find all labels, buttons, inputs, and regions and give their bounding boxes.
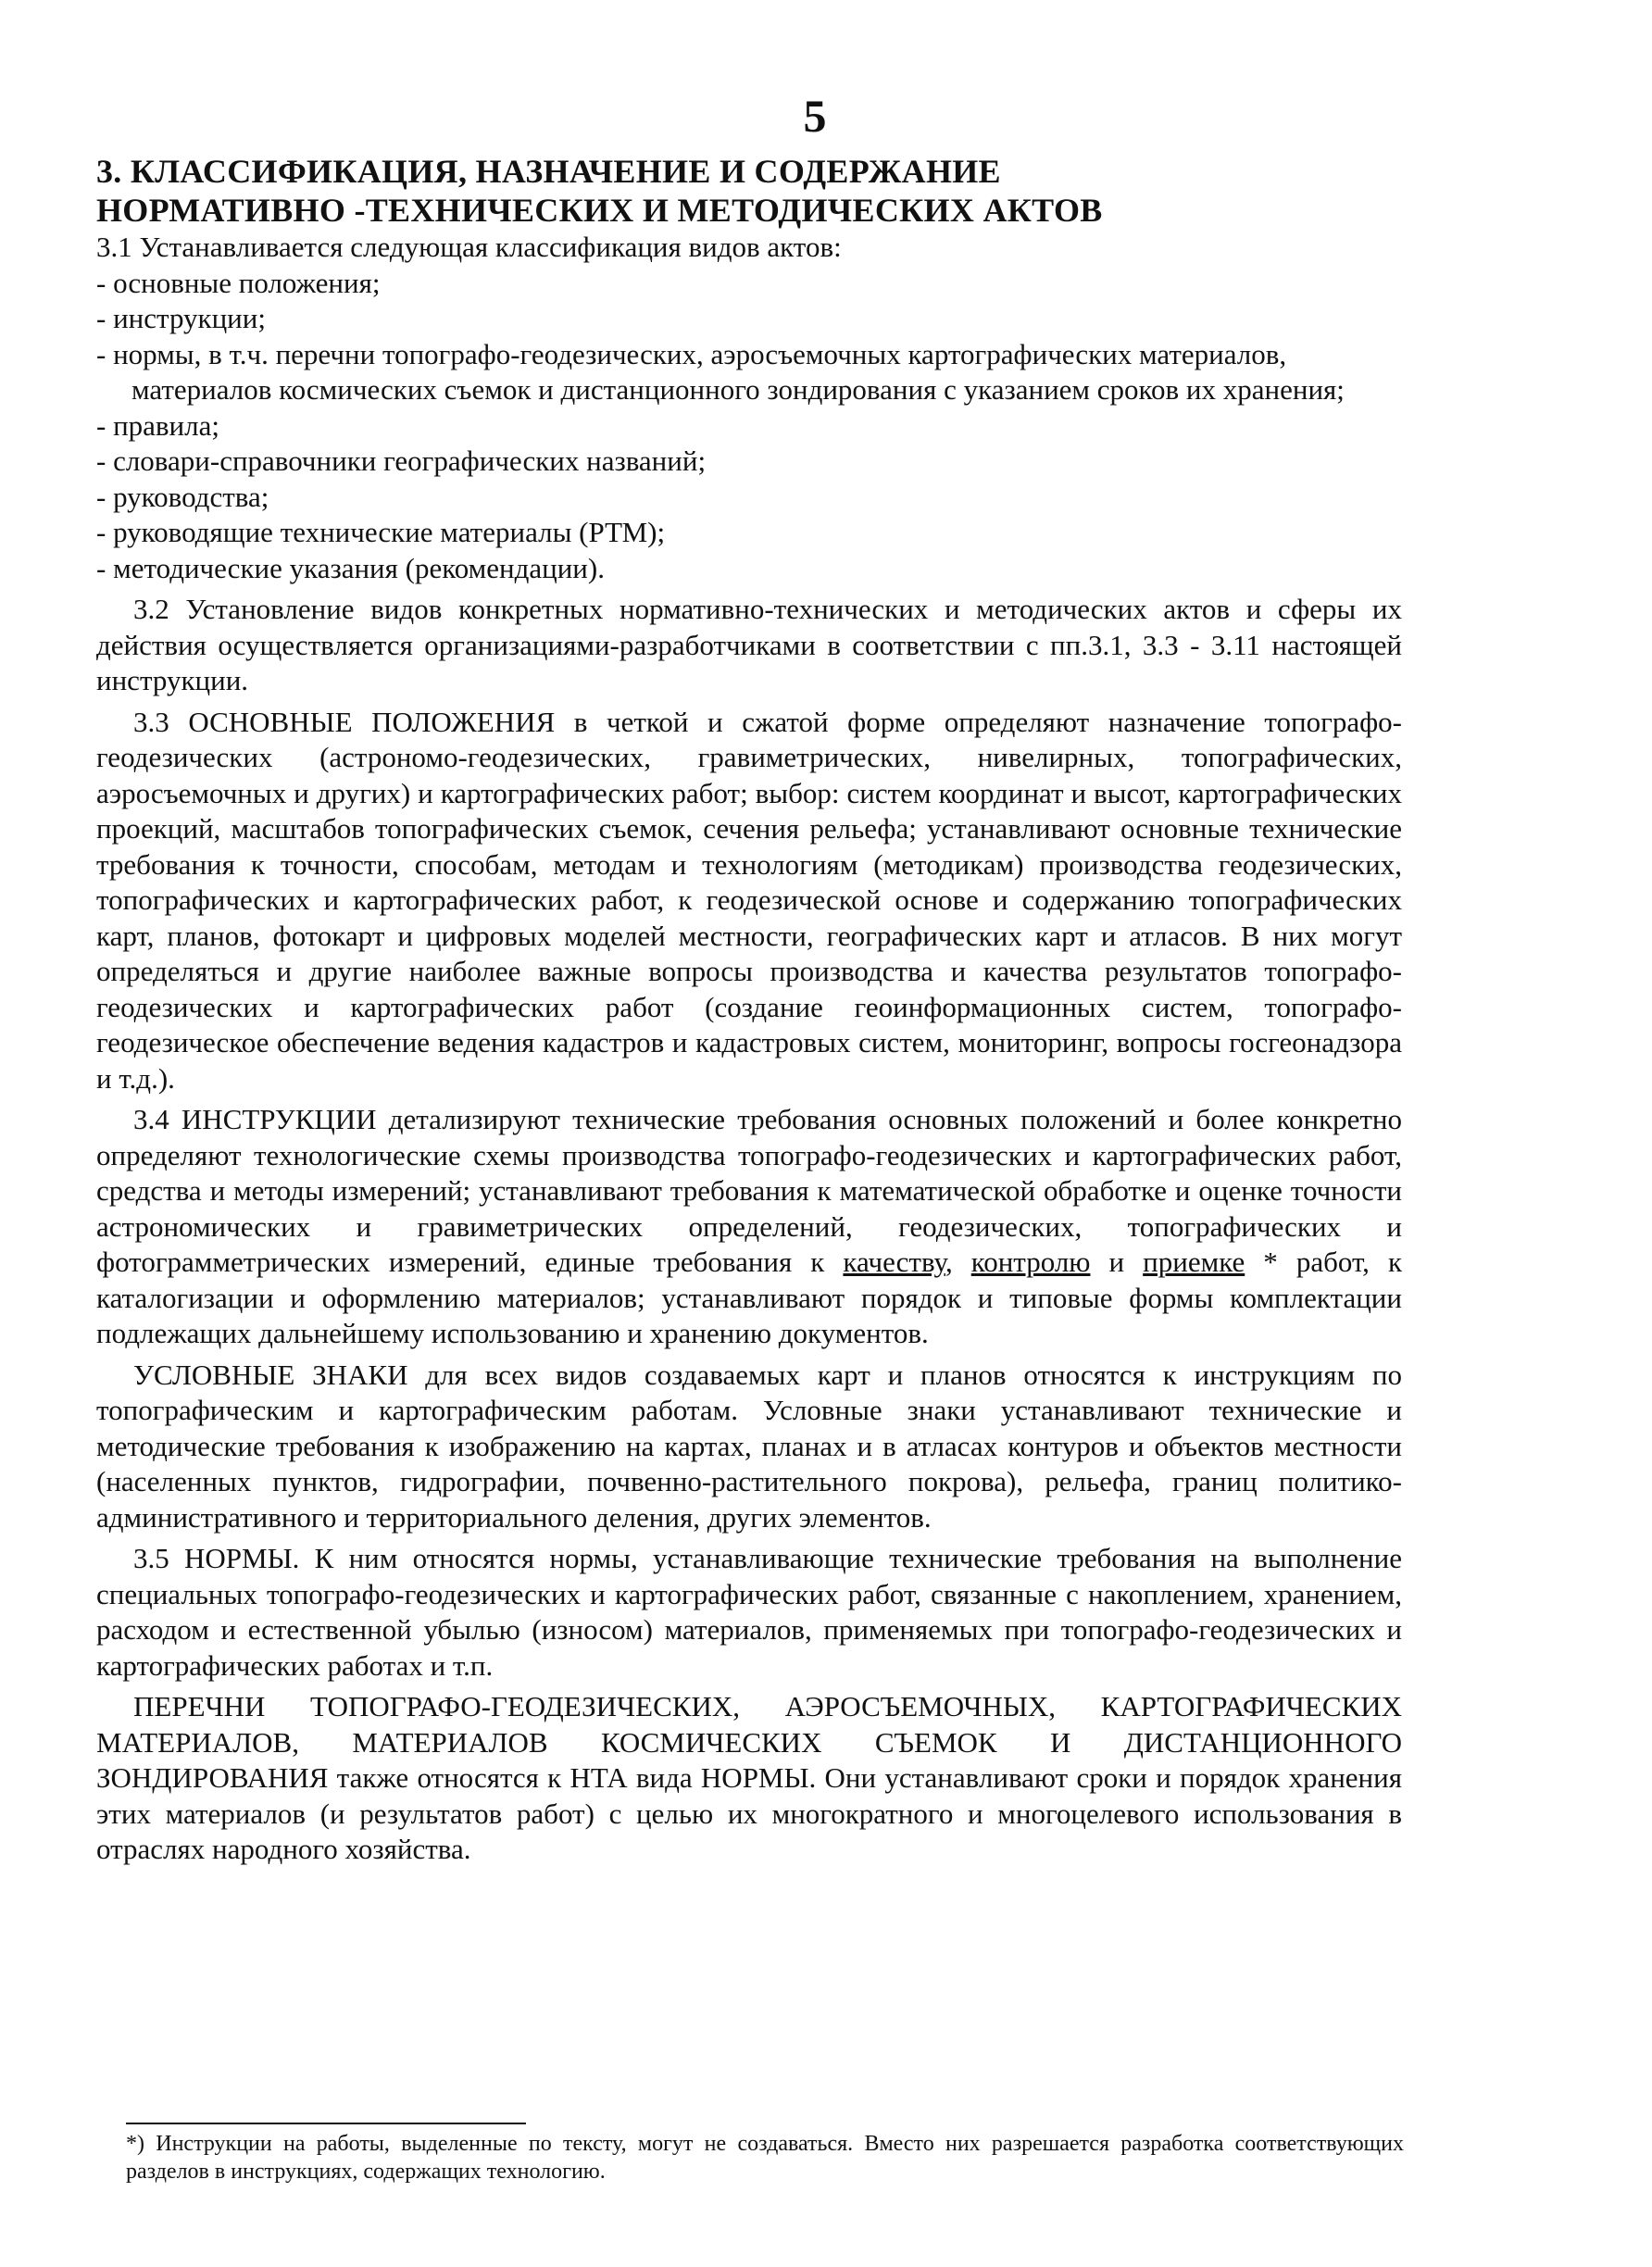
heading-line-1: 3. КЛАССИФИКАЦИЯ, НАЗНАЧЕНИЕ И СОДЕРЖАНИЕ — [96, 153, 1001, 190]
list-item: - методические указания (рекомендации). — [96, 551, 605, 584]
paragraph-3-2: 3.2 Установление видов конкретных нормативно-технических и методических актов и сферы их действия осуществляется организациями-разработчиками в соответствии с пп.3.1, 3.3 - 3.11 настоящей инструкции. — [96, 593, 1402, 696]
heading-line-2: НОРМАТИВНО -ТЕХНИЧЕСКИХ И МЕТОДИЧЕСКИХ АКТОВ — [96, 192, 1103, 229]
paragraph-3-4 — [96, 1102, 1402, 1352]
section-heading — [96, 152, 1402, 230]
paragraph-3-1-intro: 3.1 Устанавливается следующая классификация видов актов: — [96, 231, 842, 263]
paragraph-conventional-signs: УСЛОВНЫЕ ЗНАКИ для всех видов создаваемых карт и планов относятся к инструкциям по топографическим и картографическим работам. Условные знаки устанавливают технические и методические требования к изображению на картах, планах и в атласах контуров и объектов местности (населенных пунктов, гидрографии, почвенно-растительного покрова), рельефа, границ политико-административного и территориального деления, других элементов. — [96, 1358, 1402, 1534]
separator-2: и — [1090, 1246, 1144, 1278]
underlined-control: контролю — [970, 1246, 1091, 1278]
list-item: - правила; — [96, 408, 219, 442]
page-body — [96, 152, 1402, 1868]
page-number: 5 — [803, 90, 827, 142]
footnote: *) Инструкции на работы, выделенные по тексту, могут не создаваться. Вместо них разрешается разработка соответствующих разделов в инструкциях, содержащих технологию. — [126, 2132, 1404, 2184]
paragraph-3-4-part-2: * работ, к каталогизации и оформлению материалов; устанавливают порядок и типовые формы комплектации подлежащих дальнейшему использованию и хранению документов. — [96, 1246, 1403, 1349]
footnote-divider — [126, 2123, 526, 2124]
paragraph-materials-lists: ПЕРЕЧНИ ТОПОГРАФО-ГЕОДЕЗИЧЕСКИХ, АЭРОСЪЕМОЧНЫХ, КАРТОГРАФИЧЕСКИХ МАТЕРИАЛОВ, МАТЕРИАЛОВ КОСМИЧЕСКИХ СЪЕМОК И ДИСТАНЦИОННОГО ЗОНДИРОВАНИЯ также относятся к НТА вида НОРМЫ. Они устанавливают сроки и порядок хранения этих материалов (и результатов работ) с целью их многократного и многоцелевого использования в отраслях народного хозяйства. — [96, 1690, 1402, 1865]
list-item: - руководства; — [96, 480, 269, 513]
separator-1: , — [945, 1246, 971, 1278]
list-item: - основные положения; — [96, 266, 381, 299]
paragraph-3-4-part-1: 3.4 ИНСТРУКЦИИ детализируют технические требования основных положений и более конкретно определяют технологические схемы производства топографо-геодезических и картографических работ, средства и методы измерений; устанавливают требования к математической обработке и оценке точности астрономических и гравиметрических определений, геодезических, топографических и фотограмметрических измерений, единые требования к — [96, 1103, 1402, 1278]
paragraph-3-5: 3.5 НОРМЫ. К ним относятся нормы, устанавливающие технические требования на выполнение специальных топографо-геодезических и картографических работ, связанные с накоплением, хранением, расходом и естественной убылью (износом) материалов, применяемых при топографо-геодезических и картографических работах и т.п. — [96, 1542, 1402, 1682]
paragraph-3-3: 3.3 ОСНОВНЫЕ ПОЛОЖЕНИЯ в четкой и сжатой форме определяют назначение топографо-геодезических (астрономо-геодезических, гравиметрических, нивелирных, топографических, аэросъемочных и других) и картографических работ; выбор: систем координат и высот, картографических проекций, масштабов топографических съемок, сечения рельефа; устанавливают основные технические требования к точности, способам, методам и технологиям (методикам) производства геодезических, топографических и картографических работ, к геодезической основе и содержанию топографических карт, планов, фотокарт и цифровых моделей местности, географических карт и атласов. В них могут определяться и другие наиболее важные вопросы производства и качества результатов топографо-геодезических и картографических работ (создание геоинформационных систем, топографо-геодезическое обеспечение ведения кадастров и кадастровых систем, мониторинг, вопросы госгеонадзора и т.д.). — [96, 705, 1402, 1095]
act-types-list — [96, 266, 1402, 587]
list-item: - руководящие технические материалы (РТМ); — [96, 516, 666, 548]
underlined-acceptance: приемке — [1143, 1246, 1245, 1278]
list-item: - нормы, в т.ч. перечни топографо-геодезических, аэросъемочных картографических материалов, материалов космических съемок и дистанционного зондирования с указанием сроков их хранения; — [96, 337, 1345, 406]
underlined-quality: качеству — [843, 1246, 945, 1278]
list-item: - словари-справочники географических названий; — [96, 445, 707, 477]
list-item: - инструкции; — [96, 302, 266, 334]
